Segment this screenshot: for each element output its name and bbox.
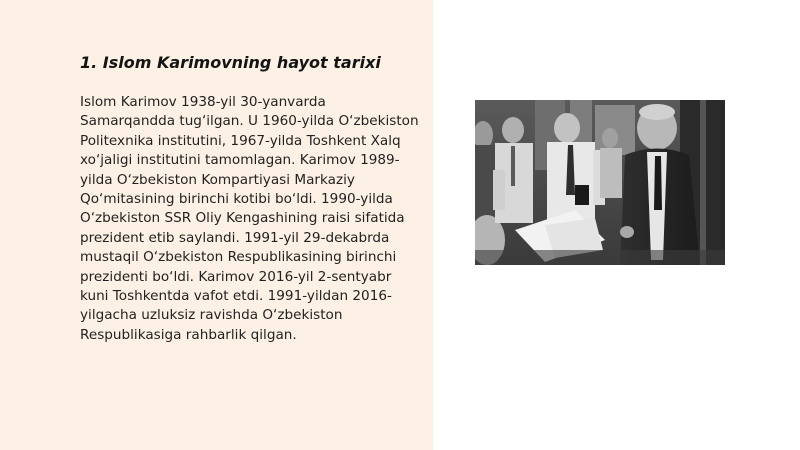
slide-title: 1. Islom Karimovning hayot tarixi <box>80 53 381 72</box>
biography-text: Islom Karimov 1938-yil 30-yanvarda Samarqandda tug‘ilgan. U 1960-yilda O‘zbekiston Politexnika institutini, 1967-yilda Toshkent Xalq xo‘jaligi institutini tamomlagan. Karimov 1989-yilda O‘zbekiston Kompartiyasi Markaziy Qo‘mitasining birinchi kotibi bo‘ldi. 1990-yilda O‘zbekiston SSR Oliy Kengashining raisi sifatida prezident etib saylandi. 1991-yil 29-dekabrda mustaqil O‘zbekiston Respublikasining birinchi prezidenti bo‘ldi. Karimov 2016-yil 2-sentyabr kuni Toshkentda vafot etdi. 1991-yildan 2016-yilgacha uzluksiz ravishda O‘zbekiston Respublikasiga rahbarlik qilgan. <box>80 94 419 343</box>
historical-photo <box>475 100 725 265</box>
